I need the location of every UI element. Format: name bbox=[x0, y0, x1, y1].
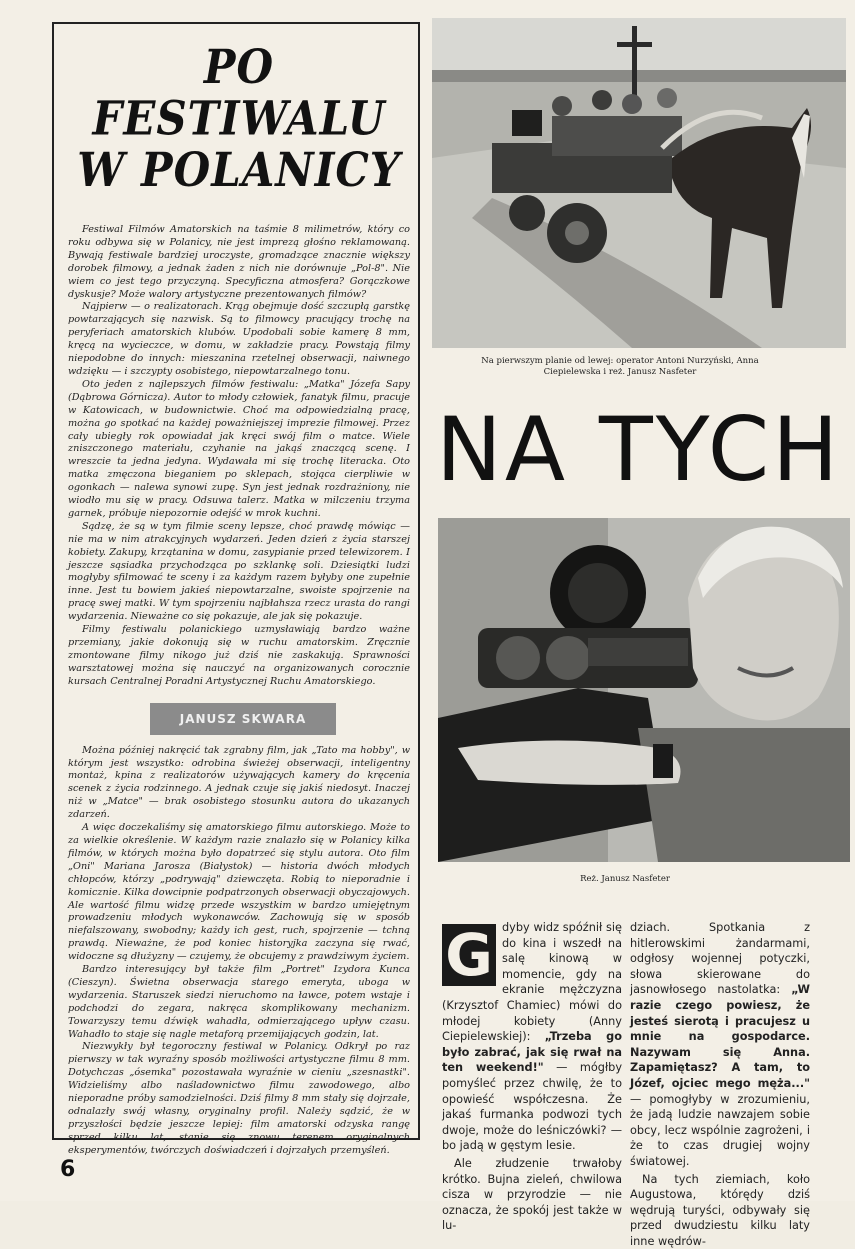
article-column-a bbox=[442, 920, 622, 1152]
quote-bold: „W razie czego powiesz, że jesteś sierotą i pracujesz u mnie na gospodarce. Nazywam się Anna. Zapamiętasz? A tam, to Józef, ojciec mego męża..." bbox=[630, 983, 810, 1090]
photo-horse-cart-image bbox=[432, 18, 846, 348]
author-byline: JANUSZ SKWARA bbox=[150, 703, 336, 735]
paragraph: A więc doczekaliśmy się amatorskiego filmu autorskiego. Może to za wielkie określenie. W każdym razie znalazło się w Polanicy kilka filmów, w których można było dopatrzeć się stylu autora. Oto film „Oni" Mariana Jarosza (Białystok) — historia dwóch młodych chłopców, którzy „podrywają" dziewczęta. Robią to nieporadnie i komicznie. Kilka dowcipnie podpatrzonych obserwacji obyczajowych. Ale wartość filmu widzę przede wszystkim w bardzo umiejętnym prowadzeniu młodych wykonawców. Zachowują się w sposób niefalszowany, swobodny; każdy ich gest, ruch, spojrzenie — tchną prawdą. Nieważne, że pod koniec historyjka zaczyna się rwać, widoczne są dłużyzny — czujemy, że obcujemy z prawdziwym życiem. bbox=[68, 822, 410, 964]
photo-director-with-camera bbox=[438, 518, 850, 862]
article-body-top bbox=[68, 224, 410, 689]
photo-director-image bbox=[438, 518, 850, 862]
article-title-na-tych: NA TYCH bbox=[436, 400, 841, 500]
article-box-festival bbox=[52, 22, 420, 1140]
column-a-paragraph-2: Ale złudzenie trwałoby krótko. Bujna zieleń, chwilowa cisza w przyrodzie — nie oznacza, że spokój jest także w lu- bbox=[442, 1156, 622, 1234]
article-body-bottom bbox=[68, 745, 410, 1158]
dropcap-letter: G bbox=[442, 924, 496, 986]
article-headline bbox=[68, 42, 410, 197]
headline-line-2: W POLANICY bbox=[68, 145, 410, 197]
quote-bold: „Trzeba go było zabrać, jak się rwał na ten weekend!" bbox=[442, 1030, 622, 1074]
paragraph: Festiwal Filmów Amatorskich na taśmie 8 milimetrów, który co roku odbywa się w Polanicy, nie jest imprezą głośno reklamowaną. Bywają festiwale bardziej uroczyste, gromadzące znacznie większy dorobek filmowy, a jednak żaden z nich nie dorównuje „Pol-8". Nie wiem co jest tego przyczyną. Specyficzna atmosfera? Gorączkowe dyskusje? Może walory artystyczne prezentowanych filmów? bbox=[68, 224, 410, 301]
headline-line-1: PO FESTIWALU bbox=[68, 42, 410, 145]
text-run: dziach. Spotkania z hitlerowskimi żandarmami, odgłosy wojennej potyczki, słowa skierowane do jasnowłosego nastolatka: bbox=[630, 921, 810, 996]
paragraph: Najpierw — o realizatorach. Krąg obejmuje dość szczupłą garstkę powtarzających się nazwisk. Są to filmowcy pracujący trochę na peryferiach amatorskich klubów. Upodobali sobie kamerę 8 mm, kręcą na wycieczce, w domu, w zakładzie pracy. Powstają filmy niepodobne do innych: mieszanina rzetelnej obserwacji, naiwnego wdzięku — i szczypty osobistego, niepowtarzalnego tonu. bbox=[68, 301, 410, 378]
text-run: — mógłby pomyśleć przez chwilę, że to opowieść współczesna. Że jakaś furmanka podwozi tych dwoje, może do leśniczówki? — bo jadą w gęstym lesie. bbox=[442, 1061, 622, 1152]
article-column-b bbox=[630, 920, 810, 1152]
paragraph: Sądzę, że są w tym filmie sceny lepsze, choć prawdę mówiąc — nie ma w nim atrakcyjnych wydarzeń. Jeden dzień z życia starszej kobiety. Zakupy, krzątanina w domu, zasypianie przed telewizorem. I jeszcze sąsiadka przychodząca po szklankę soli. Dziesiątki ludzi mogłyby sfilmować te sceny i za każdym razem byłyby one zupełnie inne. Jest tu bowiem jakieś niepowtarzalne, swoiste spojrzenie na pracę swej matki. W tym spojrzeniu najbłahsza rzecz urasta do rangi wydarzenia. Nieważne co się pokazuje, ale jak się pokazuje. bbox=[68, 521, 410, 624]
text-run: dyby widz spóźnił się do kina i wszedł na salę kinową w momencie, gdy na ekranie mężczyzna (Krzysztof Chamiec) mówi do młodej kobiety (Anny Ciepielewskiej): bbox=[442, 921, 622, 1043]
paragraph: Filmy festiwalu polanickiego uzmysławiają bardzo ważne przemiany, jakie dokonują się w ruchu amatorskim. Zręcznie zmontowane filmy nikogo już dziś nie zaskakują. Sprawności warsztatowej można się nauczyć na organizowanych corocznie kursach Centralnej Poradni Artystycznej Ruchu Amatorskiego. bbox=[68, 624, 410, 689]
column-b-paragraph-1 bbox=[630, 920, 810, 1170]
photo2-caption: Reż. Janusz Nasfeter bbox=[560, 874, 690, 885]
photo-horse-cart-film-crew bbox=[432, 18, 846, 348]
paragraph: Można później nakręcić tak zgrabny film, jak „Tato ma hobby", w którym jest wszystko: odrobina świeżej obserwacji, inteligentny montaż, kpina z realizatorów używających kamery do kręcenia scenek z życia rodzinnego. A jednak czuje się jakiś niedosyt. Inaczej niż w „Matce" — brak osobistego stosunku autora do ukazanych zdarzeń. bbox=[68, 745, 410, 822]
paragraph: Oto jeden z najlepszych filmów festiwalu: „Matka" Józefa Sapy (Dąbrowa Górnicza). Autor to młody człowiek, fanatyk filmu, pracuje w Katowicach, w budownictwie. Choć ma odpowiedzialną pracę, można go spotkać na każdej poważniejszej imprezie filmowej. Przez cały ubiegły rok opowiadał jak kręci swój film o matce. Wiele zniszczonego materiału, czyhanie na jakąś znaczącą scenę. I wreszcie ta jedna jedyna. Wydawała mi się trochę literacka. Oto matka zmęczona bieganiem po sklepach, stojąca cierpliwie w ogonkach — nalewa synowi zupę. Syn jest jednak rozdrażniony, nie wiodło mu się w pracy. Odsuwa talerz. Matka w milczeniu trzyma garnek, próbuje niepozornie odejść w mrok kuchni. bbox=[68, 379, 410, 521]
photo1-caption: Na pierwszym planie od lewej: operator Antoni Nurzyński, Anna Ciepielewska i reż. Janusz Nasfeter bbox=[470, 356, 770, 378]
paragraph: Niezwykły był tegoroczny festiwal w Polanicy. Odkrył po raz pierwszy w tak wyraźny sposób możliwości artystyczne filmu 8 mm. Dotychczas „ósemka" pozostawała wyraźnie w cieniu „szesnastki". Widzieliśmy albo naśladownictwo filmu zawodowego, albo nieporadne próby samodzielności. Dziś filmy 8 mm stały się dojrzałe, odnalazły swój własny, oryginalny profil. Należy sądzić, że w przyszłości będzie jeszcze lepiej: film amatorski odzyska rangę sprzed kilku lat, stanie się znowu terenem oryginalnych eksperymentów, twórczych doświadczeń i dojrzałych przemyśleń. bbox=[68, 1041, 410, 1157]
column-b-paragraph-2: Na tych ziemiach, koło Augustowa, którędy dziś wędrują turyści, odbywały się przed dwudziestu kilku laty inne wędrów- bbox=[630, 1172, 810, 1249]
paragraph: Bardzo interesujący był także film „Portret" Izydora Kunca (Cieszyn). Świetna obserwacja starego emeryta, uboga w wydarzenia. Staruszek siedzi nieruchomo na ławce, potem wstaje i podchodzi do zegara, nakręca skomplikowany mechanizm. Towarzyszy temu dźwięk wahadła, odmierzającego upływ czasu. Wahadło to staje się nagle metaforą przemijających godzin, lat. bbox=[68, 964, 410, 1041]
page-number: 6 bbox=[60, 1157, 75, 1182]
text-run: — pomogłyby w zrozumieniu, że jadą ludzie nawzajem sobie obcy, lecz wspólnie zagrożeni, i że to czas drugiej wojny światowej. bbox=[630, 1093, 810, 1168]
